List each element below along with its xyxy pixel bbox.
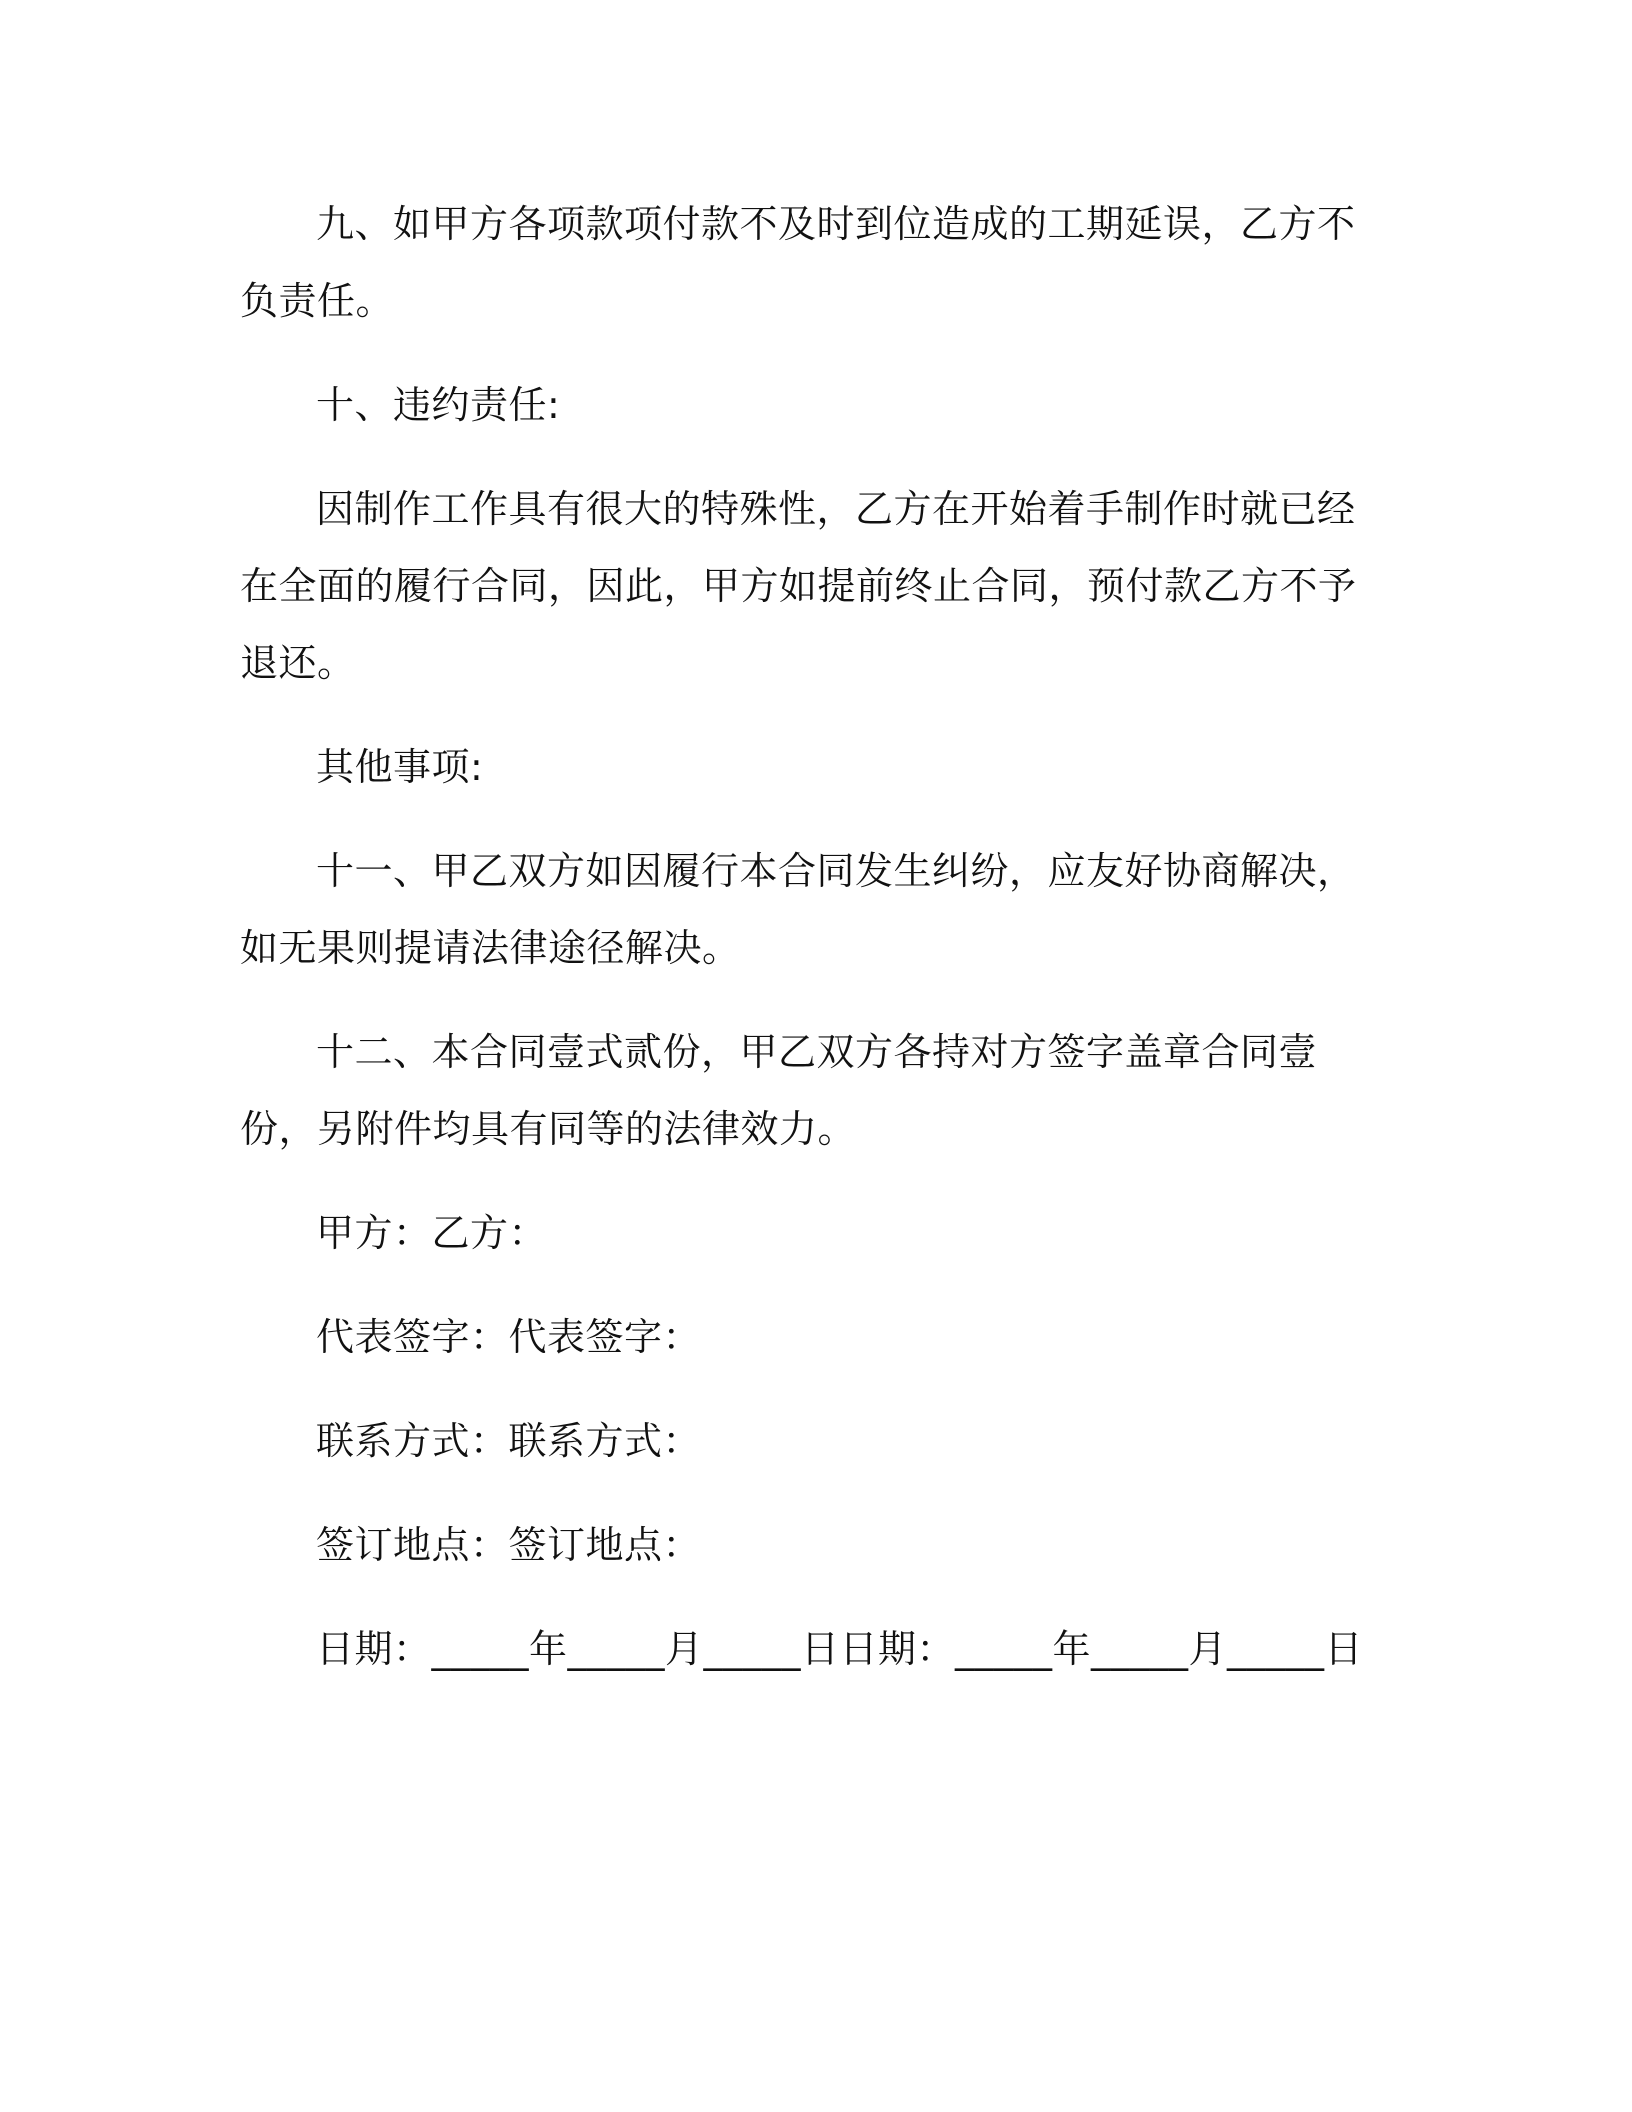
clause-11-paragraph: 十一、甲乙双方如因履行本合同发生纠纷，应友好协商解决，如无果则提请法律途径解决。 bbox=[240, 849, 1356, 970]
representative-signature-line: 代表签字：代表签字： bbox=[316, 1315, 702, 1359]
clause-9-paragraph: 九、如甲方各项款项付款不及时到位造成的工期延误，乙方不负责任。 bbox=[240, 202, 1356, 323]
breach-liability-paragraph: 因制作工作具有很大的特殊性，乙方在开始着手制作时就已经在全面的履行合同，因此，甲方如提前终止合同，预付款乙方不予退还。 bbox=[240, 487, 1357, 685]
clause-12-paragraph: 十二、本合同壹式贰份，甲乙双方各持对方签字盖章合同壹份，另附件均具有同等的法律效力。 bbox=[240, 1030, 1318, 1151]
clause-10-heading: 十、违约责任: bbox=[316, 383, 561, 427]
document-body bbox=[240, 186, 1390, 1715]
signing-location-line: 签订地点：签订地点： bbox=[316, 1523, 702, 1567]
other-matters-heading: 其他事项: bbox=[316, 745, 484, 789]
date-line: 日期：_____年_____月_____日日期：_____年_____月_____日 bbox=[316, 1627, 1364, 1671]
contact-info-line: 联系方式：联系方式： bbox=[316, 1419, 702, 1463]
party-names-line: 甲方：乙方： bbox=[316, 1211, 548, 1255]
